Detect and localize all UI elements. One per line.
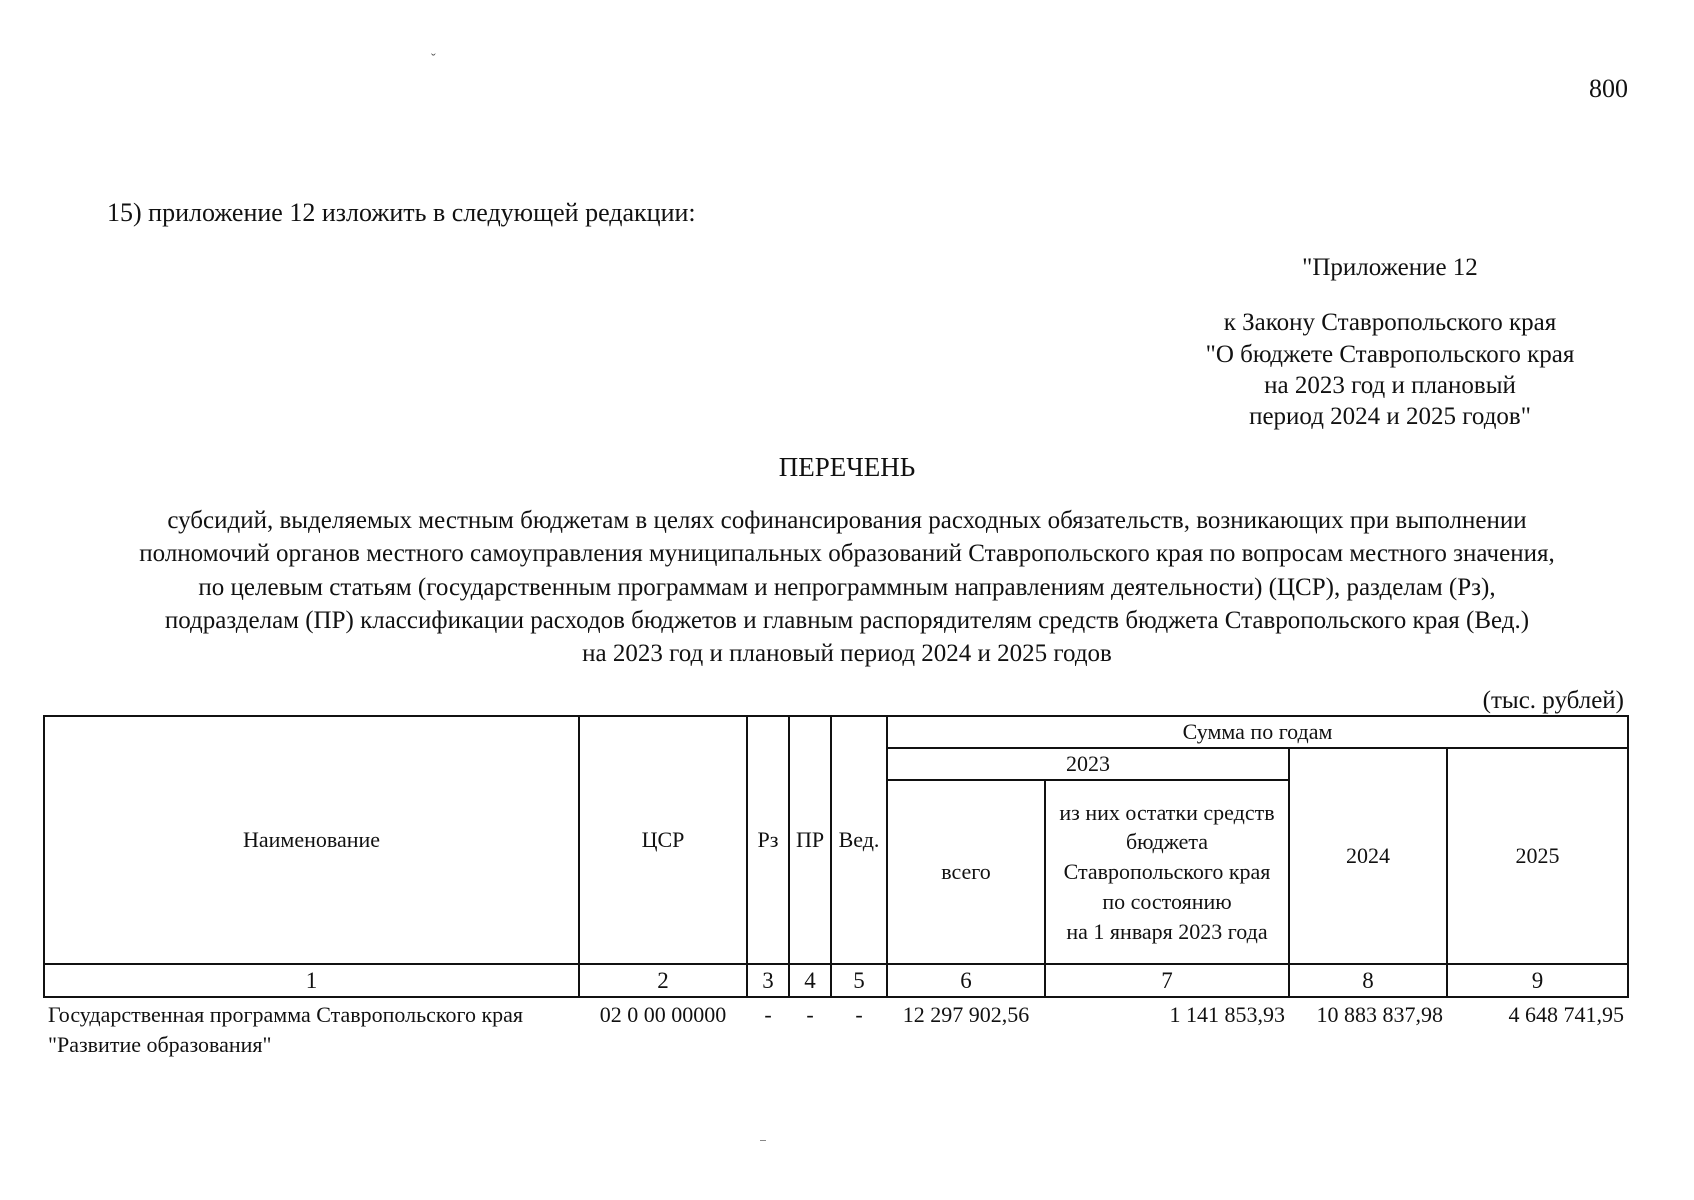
appendix-line: на 2023 год и плановый <box>1264 371 1516 399</box>
cell-name-line: "Развитие образования" <box>48 1031 272 1057</box>
cell-total-2023: 12 297 902,56 <box>902 1002 1030 1028</box>
column-number: 9 <box>1447 964 1628 997</box>
column-number: 5 <box>831 964 887 997</box>
header-pr: ПР <box>789 716 831 964</box>
subtitle-line: на 2023 год и плановый период 2024 и 2025 годов <box>582 640 1112 667</box>
header-ved: Вед. <box>831 716 887 964</box>
units-label: (тыс. рублей) <box>1482 687 1624 714</box>
budget-table <box>43 715 1629 1061</box>
column-number: 6 <box>887 964 1045 997</box>
subtitle-line: полномочий органов местного самоуправления муниципальных образований Ставропольского края по вопросам местного значения, <box>139 540 1555 568</box>
header-csr: ЦСР <box>579 716 747 964</box>
intro-paragraph: 15) приложение 12 изложить в следующей редакции: <box>107 198 696 227</box>
header-remains-line: по состоянию <box>1102 888 1232 914</box>
table-row <box>44 997 1628 1061</box>
scan-mark <box>760 1140 766 1141</box>
subtitle-line: подразделам (ПР) классификации расходов бюджетов и главным распорядителям средств бюджета Ставропольского края (Вед.) <box>164 606 1530 634</box>
header-remains-line: Ставропольского края <box>1063 859 1271 885</box>
cell-remains-2023: 1 141 853,93 <box>1169 1002 1285 1028</box>
cell-rz: - <box>764 1002 772 1028</box>
cell-pr: - <box>806 1002 814 1028</box>
cell-name-line: Государственная программа Ставропольского края <box>48 1002 524 1028</box>
document-subtitle <box>40 504 1654 670</box>
header-remains <box>1045 780 1289 964</box>
appendix-line: к Закону Ставропольского края <box>1223 309 1557 337</box>
column-number: 3 <box>747 964 789 997</box>
header-remains-line: из них остатки средств <box>1059 799 1275 825</box>
subtitle-line: субсидий, выделяемых местным бюджетам в целях софинансирования расходных обязательств, возникающих при выполнении <box>167 507 1527 534</box>
header-total: всего <box>887 780 1045 964</box>
appendix-line: "О бюджете Ставропольского края <box>1205 340 1575 368</box>
cell-amount-2024: 10 883 837,98 <box>1316 1002 1443 1028</box>
scan-mark: ˇ <box>431 52 436 67</box>
appendix-block <box>1160 252 1620 432</box>
cell-csr: 02 0 00 00000 <box>599 1002 727 1028</box>
header-year-2023: 2023 <box>887 748 1289 780</box>
column-number: 1 <box>44 964 579 997</box>
header-rz: Рз <box>747 716 789 964</box>
appendix-title: "Приложение 12 <box>1302 254 1478 281</box>
column-number: 2 <box>579 964 747 997</box>
column-number: 7 <box>1045 964 1289 997</box>
cell-ved: - <box>855 1002 863 1028</box>
document-heading: ПЕРЕЧЕНЬ <box>778 452 916 482</box>
subtitle-line: по целевым статьям (государственным программам и непрограммным направлениям деятельности) (ЦСР), разделам (Рз), <box>198 573 1496 601</box>
header-remains-line: бюджета <box>1125 829 1209 855</box>
column-number: 8 <box>1289 964 1447 997</box>
page-number: 800 <box>1589 74 1628 103</box>
header-remains-line: на 1 января 2023 года <box>1066 918 1268 944</box>
header-year-2025: 2025 <box>1447 748 1628 964</box>
appendix-line: период 2024 и 2025 годов" <box>1249 403 1531 430</box>
cell-amount-2025: 4 648 741,95 <box>1508 1002 1625 1028</box>
cell-name <box>44 997 579 1061</box>
header-name: Наименование <box>44 716 579 964</box>
column-number: 4 <box>789 964 831 997</box>
header-year-2024: 2024 <box>1289 748 1447 964</box>
header-sum-by-years: Сумма по годам <box>887 716 1628 748</box>
